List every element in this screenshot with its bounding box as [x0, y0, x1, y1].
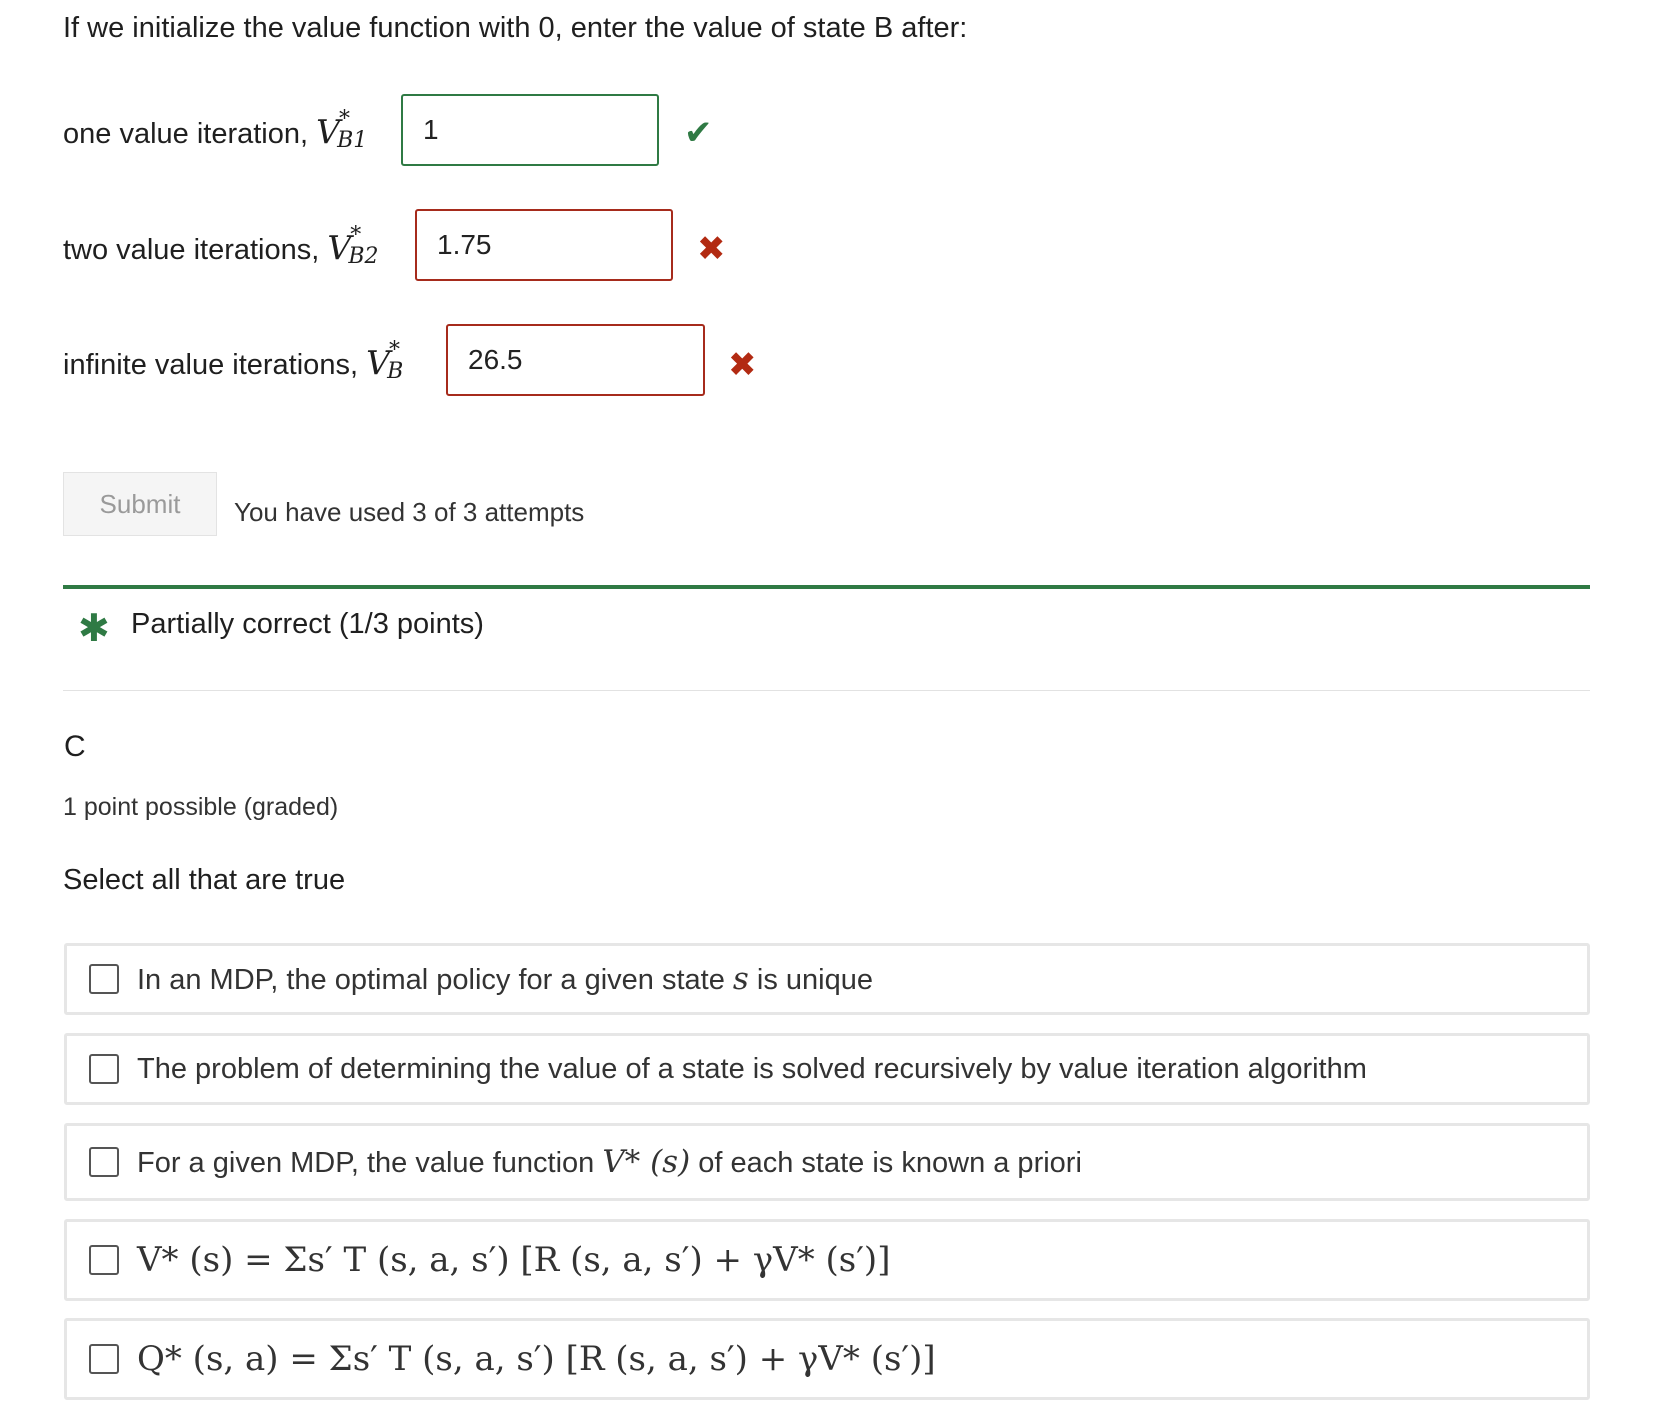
option-row[interactable]	[64, 943, 1590, 1015]
checkbox[interactable]	[89, 1147, 119, 1177]
option-row[interactable]	[64, 1033, 1590, 1105]
checkbox[interactable]	[89, 1054, 119, 1084]
question-prompt: If we initialize the value function with 0, enter the value of state B after:	[63, 12, 968, 44]
section-divider	[63, 690, 1590, 691]
option-row[interactable]	[64, 1219, 1590, 1301]
checkbox[interactable]	[89, 1344, 119, 1374]
result-divider	[63, 585, 1590, 589]
submit-button[interactable]: Submit	[63, 472, 217, 536]
result-message: Partially correct (1/3 points)	[131, 608, 484, 640]
math-vb2: V ∗ B2	[327, 218, 379, 269]
points-possible: 1 point possible (graded)	[63, 793, 339, 821]
section-title: C	[64, 730, 86, 763]
answer-input-two-iterations[interactable]: 1.75	[415, 209, 673, 281]
math-vb: V ∗ B	[366, 333, 404, 384]
row-label-two-iterations: two value iterations, V ∗ B2	[63, 218, 379, 269]
incorrect-x-icon: ✖	[697, 230, 726, 268]
checkbox[interactable]	[89, 964, 119, 994]
math-vb1: V ∗ B1	[316, 102, 368, 153]
option-label: In an MDP, the optimal policy for a given state s is unique	[137, 961, 873, 997]
partial-correct-icon: ✱	[78, 608, 110, 650]
checkbox[interactable]	[89, 1245, 119, 1275]
attempts-counter: You have used 3 of 3 attempts	[234, 497, 585, 527]
answer-input-one-iteration[interactable]: 1	[401, 94, 659, 166]
answer-input-infinite-iterations[interactable]: 26.5	[446, 324, 705, 396]
row-label-infinite-iterations: infinite value iterations, V ∗ B	[63, 333, 404, 384]
option-row[interactable]	[64, 1123, 1590, 1201]
bellman-q-formula: Q* (s, a) = Σs′ T (s, a, s′) [R (s, a, s′) + γV* (s′)]	[137, 1339, 936, 1379]
option-row[interactable]	[64, 1318, 1590, 1400]
option-label: For a given MDP, the value function V* (s) of each state is known a priori	[137, 1144, 1082, 1180]
incorrect-x-icon: ✖	[728, 346, 757, 384]
select-prompt: Select all that are true	[63, 864, 346, 896]
correct-check-icon: ✔	[684, 114, 713, 152]
bellman-v-formula: V* (s) = Σs′ T (s, a, s′) [R (s, a, s′) + γV* (s′)]	[137, 1240, 891, 1280]
row-label-one-iteration: one value iteration, V ∗ B1	[63, 102, 368, 153]
option-label: The problem of determining the value of a state is solved recursively by value iteration algorithm	[137, 1052, 1367, 1085]
